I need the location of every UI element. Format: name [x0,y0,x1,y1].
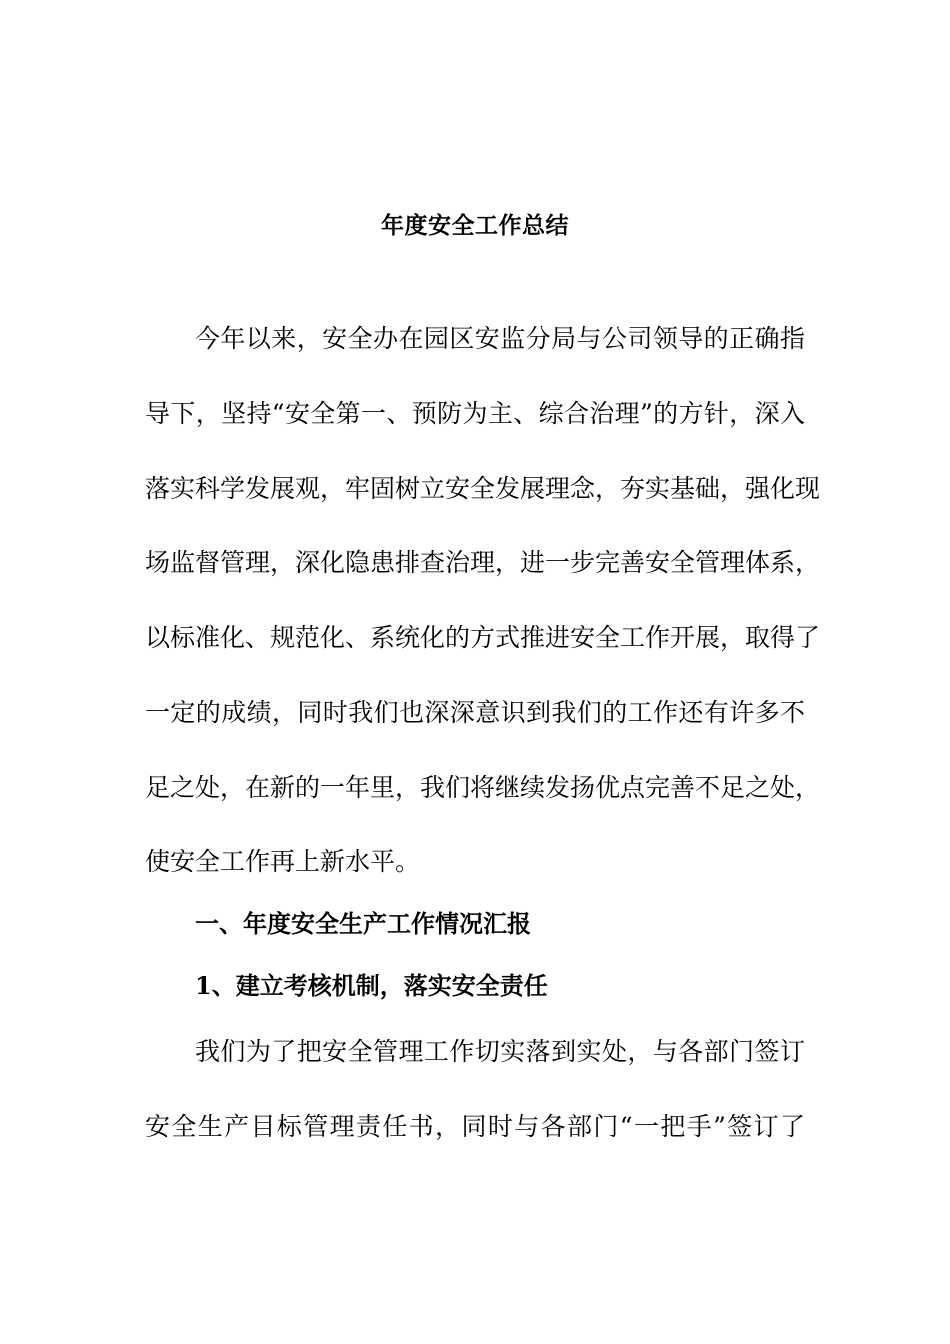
paragraph-line: 导下，坚持“安全第一、预防为主、综合治理”的方针，深入 [145,399,805,428]
paragraph-line: 落实科学发展观，牢固树立安全发展理念，夯实基础，强化现 [145,474,821,503]
paragraph-line: 足之处，在新的一年里，我们将继续发扬优点完善不足之处， [145,773,821,802]
paragraph-line: 安全生产目标管理责任书，同时与各部门“一把手”签订了 [145,1112,805,1141]
paragraph-line: 今年以来，安全办在园区安监分局与公司领导的正确指 [195,324,805,353]
paragraph-line: 场监督管理，深化隐患排查治理，进一步完善安全管理体系， [145,548,821,577]
paragraph-line: 我们为了把安全管理工作切实落到实处，与各部门签订 [195,1037,805,1066]
paragraph-line: 使安全工作再上新水平。 [145,847,421,876]
subsection-heading: 1、建立考核机制，落实安全责任 [195,971,548,1000]
paragraph-line: 一定的成绩，同时我们也深深意识到我们的工作还有许多不 [145,698,805,727]
document-title: 年度安全工作总结 [381,212,569,239]
paragraph-line: 以标准化、规范化、系统化的方式推进安全工作开展，取得了 [145,623,821,652]
section-heading: 一、年度安全生产工作情况汇报 [195,909,531,938]
